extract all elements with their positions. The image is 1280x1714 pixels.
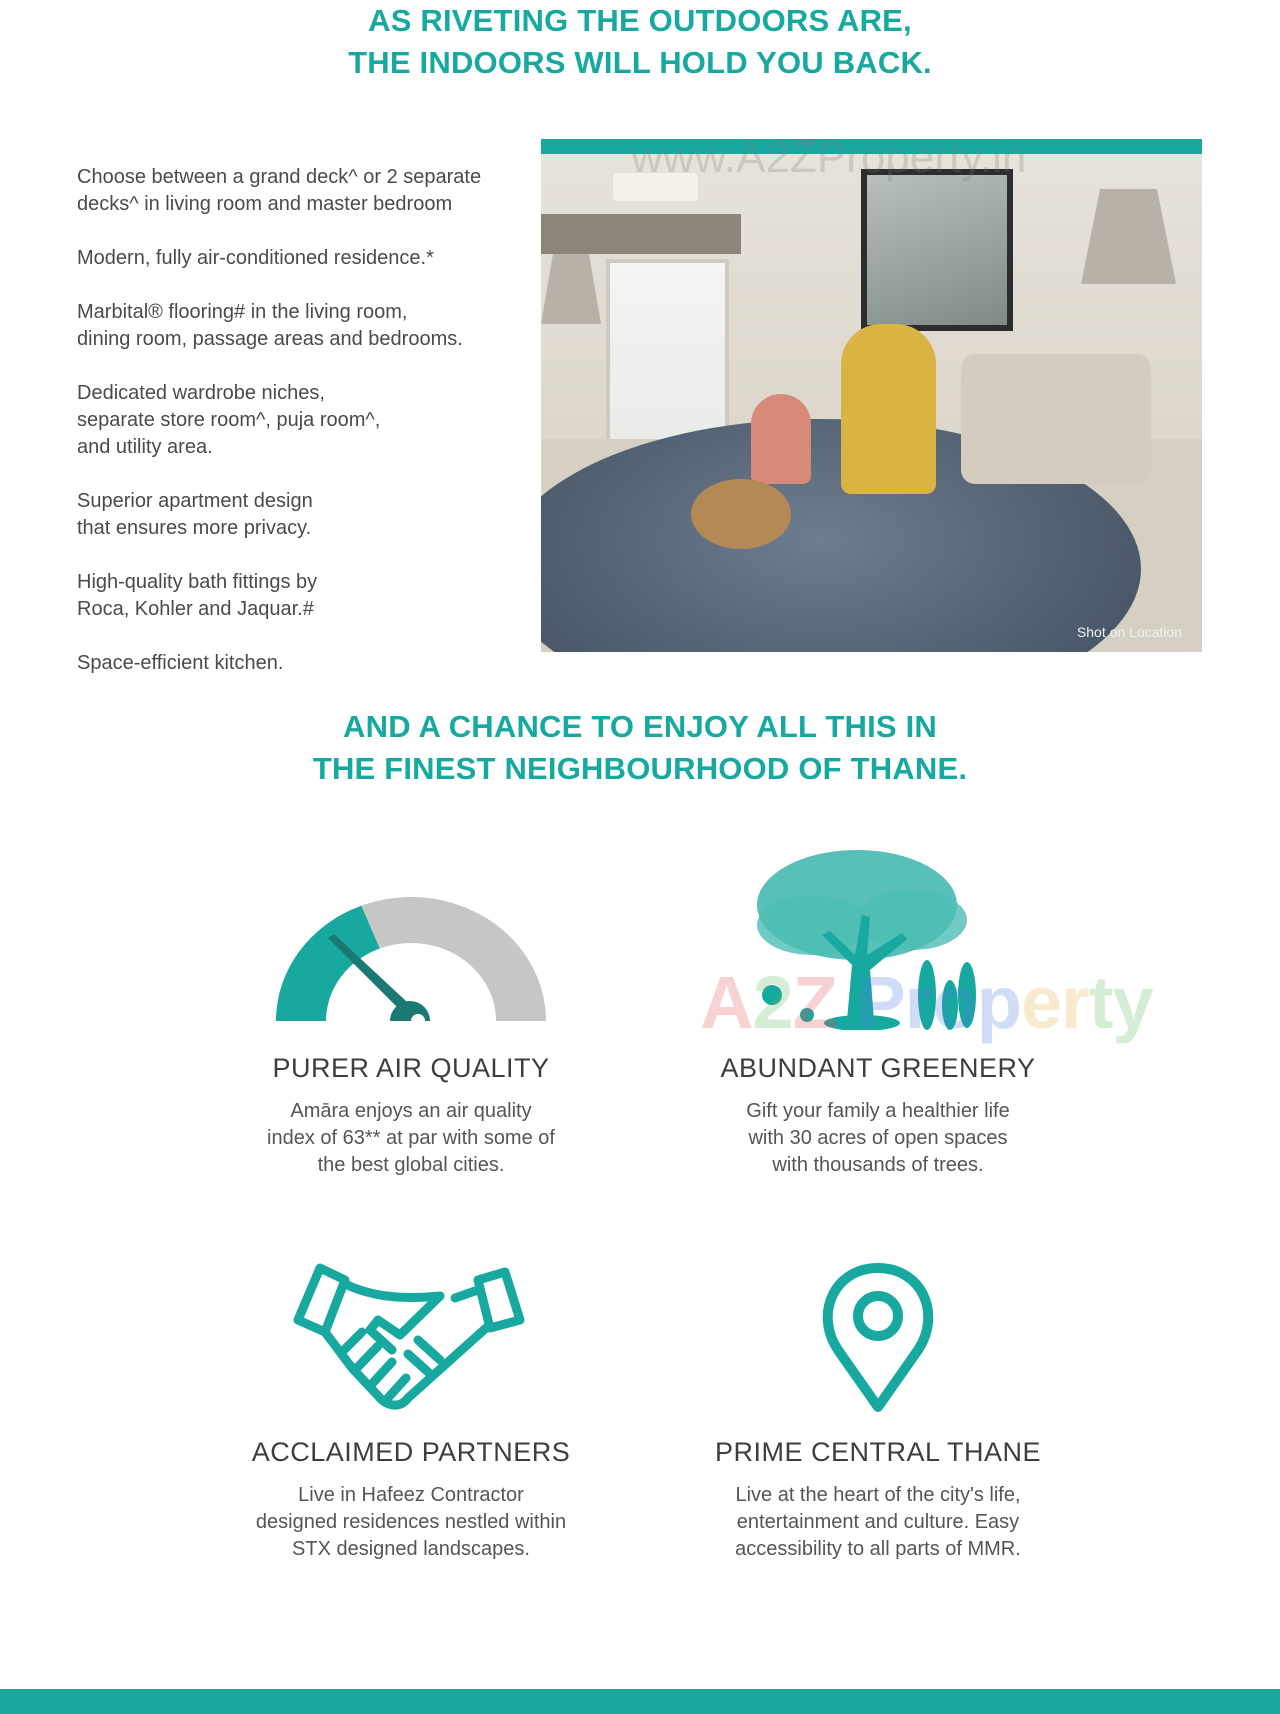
highlight-desc: Amāra enjoys an air quality index of 63** at par with some of the best global cities. <box>267 1100 555 1176</box>
highlight-title: PURER AIR QUALITY <box>272 1053 550 1083</box>
watermark: www.A2ZProperty.in <box>631 139 1027 182</box>
feature-item: High-quality bath fittings by Roca, Kohler and Jaquar.# <box>77 571 318 620</box>
highlight-desc: Live in Hafeez Contractor designed residences nestled within STX designed landscapes. <box>255 1484 567 1560</box>
photo-caption: Shot on Location <box>1076 624 1182 640</box>
feature-item: Superior apartment design that ensures more privacy. <box>77 490 313 539</box>
highlight-air-quality <box>201 1052 621 1179</box>
highlight-greenery <box>668 1052 1088 1179</box>
highlight-title: ABUNDANT GREENERY <box>720 1053 1036 1083</box>
feature-item: Choose between a grand deck^ or 2 separate decks^ in living room and master bedroom <box>77 166 482 215</box>
top-heading <box>0 0 1280 84</box>
highlight-desc: Live at the heart of the city's life, entertainment and culture. Easy accessibility to all parts of MMR. <box>735 1484 1021 1560</box>
wall-art <box>861 169 1013 331</box>
heading-line: AS RIVETING THE OUTDOORS ARE, <box>368 3 912 38</box>
feature-item: Modern, fully air-conditioned residence.* <box>77 247 434 269</box>
heading-line: THE INDOORS WILL HOLD YOU BACK. <box>348 45 932 80</box>
highlight-desc: Gift your family a healthier life with 30 acres of open spaces with thousands of trees. <box>746 1100 1010 1176</box>
gauge-icon <box>270 880 552 1022</box>
highlight-partners <box>201 1436 621 1563</box>
heading-line: AND A CHANCE TO ENJOY ALL THIS IN <box>343 709 937 744</box>
highlight-title: PRIME CENTRAL THANE <box>714 1437 1042 1467</box>
highlight-location <box>668 1436 1088 1563</box>
highlight-title: ACCLAIMED PARTNERS <box>251 1437 571 1467</box>
feature-item: Marbital® flooring# in the living room, dining room, passage areas and bedrooms. <box>77 301 463 350</box>
feature-item: Dedicated wardrobe niches, separate store room^, puja room^, and utility area. <box>77 382 381 458</box>
heading-line: THE FINEST NEIGHBOURHOOD OF THANE. <box>312 751 968 786</box>
footer-bar <box>0 1689 1280 1714</box>
watermark-logo: A2Z Property <box>700 961 1153 1044</box>
location-pin-icon <box>820 1262 936 1414</box>
handshake-icon <box>290 1260 530 1415</box>
living-room-photo <box>541 139 1202 652</box>
feature-list <box>77 164 537 704</box>
feature-item: Space-efficient kitchen. <box>77 652 284 674</box>
neighbourhood-heading <box>0 706 1280 790</box>
